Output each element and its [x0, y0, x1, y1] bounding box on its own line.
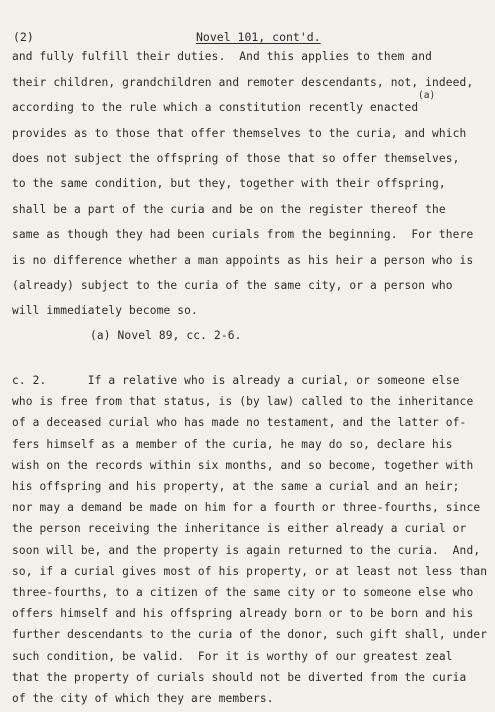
text-line: fers himself as a member of the curia, he may do so, declare his: [12, 438, 453, 451]
text-line: of the city of which they are members.: [12, 692, 274, 705]
text-line: provides as to those that offer themselves to the curia, and which: [12, 127, 467, 140]
text-line: further descendants to the curia of the donor, such gift shall, under: [12, 628, 488, 641]
footnote-marker: (a): [418, 90, 436, 101]
text-line: their children, grandchildren and remoter descendants, not, indeed,: [12, 76, 474, 89]
text-line: will immediately become so.: [12, 304, 198, 317]
text-line: wish on the records within six months, and so become, together with: [12, 459, 474, 472]
text-line: according to the rule which a constitution recently enacted: [12, 101, 419, 114]
text-line: shall be a part of the curia and be on the register thereof the: [12, 203, 446, 216]
text-line: that the property of curials should not be diverted from the curia: [12, 671, 467, 684]
text-line: is no difference whether a man appoints as his heir a person who is: [12, 254, 474, 267]
text-line: the person receiving the inheritance is either already a curial or: [12, 522, 467, 535]
text-line: who is free from that status, is (by law) called to the inheritance: [12, 395, 474, 408]
text-line: to the same condition, but they, together with their offspring,: [12, 177, 446, 190]
page-number: (2): [13, 30, 34, 44]
text-line: three-fourths, to a citizen of the same city or to someone else who: [12, 586, 474, 599]
text-line: does not subject the offspring of those that so offer themselves,: [12, 152, 460, 165]
text-line: of a deceased curial who has made no testament, and the latter of-: [12, 416, 467, 429]
text-line: nor may a demand be made on him for a fourth or three-fourths, since: [12, 501, 481, 514]
text-line: (already) subject to the curia of the same city, or a person who: [12, 279, 453, 292]
text-line: his offspring and his property, at the same a curial and an heir;: [12, 480, 460, 493]
footnote: (a) Novel 89, cc. 2-6.: [90, 329, 242, 342]
text-line: such condition, be valid. For it is worthy of our greatest zeal: [12, 650, 453, 663]
text-line: so, if a curial gives most of his property, or at least not less than: [12, 565, 488, 578]
page-title: Novel 101, cont'd.: [196, 30, 321, 44]
text-line: and fully fulfill their duties. And this applies to them and: [12, 50, 433, 63]
text-line: offers himself and his offspring already born or to be born and his: [12, 607, 474, 620]
text-line: same as though they had been curials from the beginning. For there: [12, 228, 474, 241]
text-line: c. 2. If a relative who is already a curial, or someone else: [12, 374, 460, 387]
text-line: soon will be, and the property is again returned to the curia. And,: [12, 544, 481, 557]
